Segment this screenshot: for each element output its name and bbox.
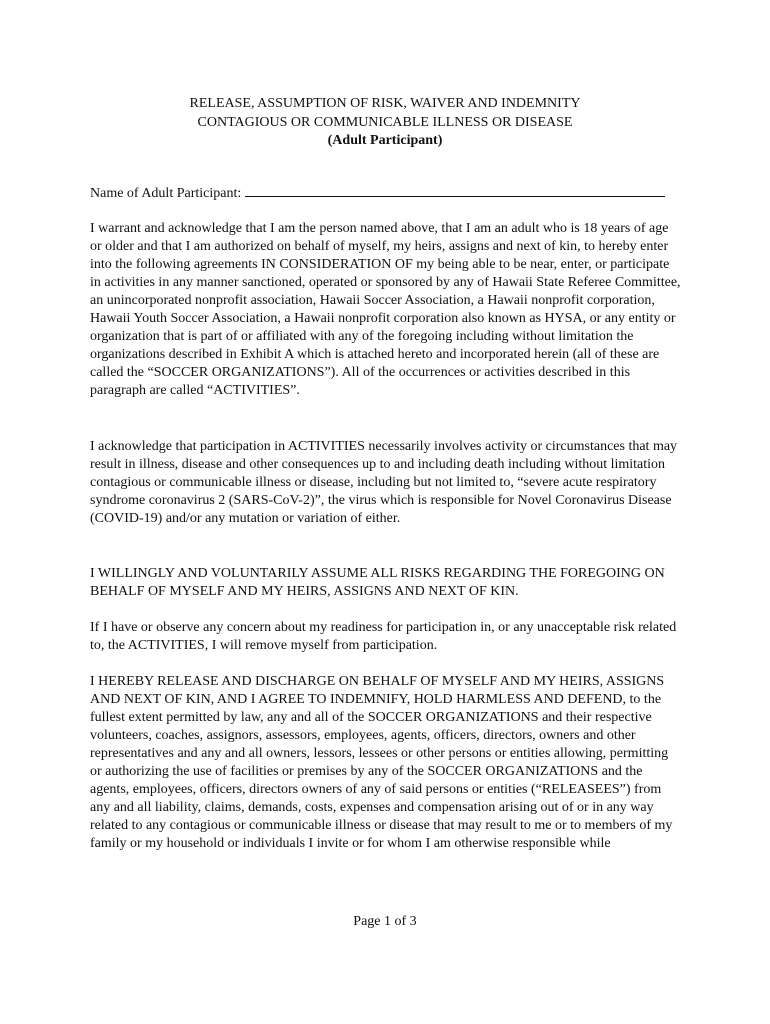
title-line-3: (Adult Participant) xyxy=(327,133,443,148)
paragraph-acknowledgement: I acknowledge that participation in ACTIVITIES necessarily involves activity or circumstances that may result in illness, disease and other consequences up to and including death including without limitation contagious or communicable illness or disease, including but not limited to, “severe acute respiratory syndrome coronavirus 2 (SARS-CoV-2)”, the virus which is responsible for Novel Coronavirus Disease (COVID-19) and/or any mutation or variation of either. xyxy=(90,439,678,526)
participant-name-field[interactable] xyxy=(245,183,665,197)
paragraph-readiness: If I have or observe any concern about my readiness for participation in, or any unacceptable risk related to, the ACTIVITIES, I will remove myself from participation. xyxy=(90,620,677,653)
paragraph-assumption: I WILLINGLY AND VOLUNTARILY ASSUME ALL RISKS REGARDING THE FOREGOING ON BEHALF OF MYSELF AND MY HEIRS, ASSIGNS AND NEXT OF KIN. xyxy=(90,566,665,599)
participant-name-label: Name of Adult Participant: xyxy=(90,186,242,201)
title-line-2: CONTAGIOUS OR COMMUNICABLE ILLNESS OR DISEASE xyxy=(197,114,573,130)
title-line-1: RELEASE, ASSUMPTION OF RISK, WAIVER AND INDEMNITY xyxy=(189,96,581,111)
paragraph-warranty: I warrant and acknowledge that I am the person named above, that I am an adult who is 18 years of age or older and that I am authorized on behalf of myself, my heirs, assigns and next of kin, to hereby enter into the following agreements IN CONSIDERATION OF my being able to be near, enter, or participate in activities in any manner sanctioned, operated or sponsored by any of Hawaii State Referee Committee, an unincorporated nonprofit association, Hawaii Soccer Association, a Hawaii nonprofit corporation, Hawaii Youth Soccer Association, a Hawaii nonprofit corporation also known as HYSA, or any entity or organization that is part of or affiliated with any of the foregoing including without limitation the organizations described in Exhibit A which is attached hereto and incorporated herein (all of these are called the “SOCCER ORGANIZATIONS”). All of the occurrences or activities described in this paragraph are called “ACTIVITIES”. xyxy=(90,221,681,398)
document-title xyxy=(0,95,770,151)
participant-name-row xyxy=(90,183,682,203)
page-number: Page 1 of 3 xyxy=(353,914,417,929)
paragraph-release: I HEREBY RELEASE AND DISCHARGE ON BEHALF OF MYSELF AND MY HEIRS, ASSIGNS AND NEXT OF KIN, AND I AGREE TO INDEMNIFY, HOLD HARMLESS AND DEFEND, to the fullest extent permitted by law, any and all of the SOCCER ORGANIZATIONS and their respective volunteers, coaches, assignors, assessors, employees, agents, officers, directors, owners and other representatives and any and all owners, lessors, lessees or other persons or entities allowing, permitting or authorizing the use of facilities or premises by any of the SOCCER ORGANIZATIONS and the agents, employees, officers, directors owners of any of said persons or entities (“RELEASEES”) from any and all liability, claims, demands, costs, expenses and compensation arising out of or in any way related to any contagious or communicable illness or disease that may result to me or to members of my family or my household or individuals I invite or for whom I am otherwise responsible while xyxy=(90,674,673,851)
